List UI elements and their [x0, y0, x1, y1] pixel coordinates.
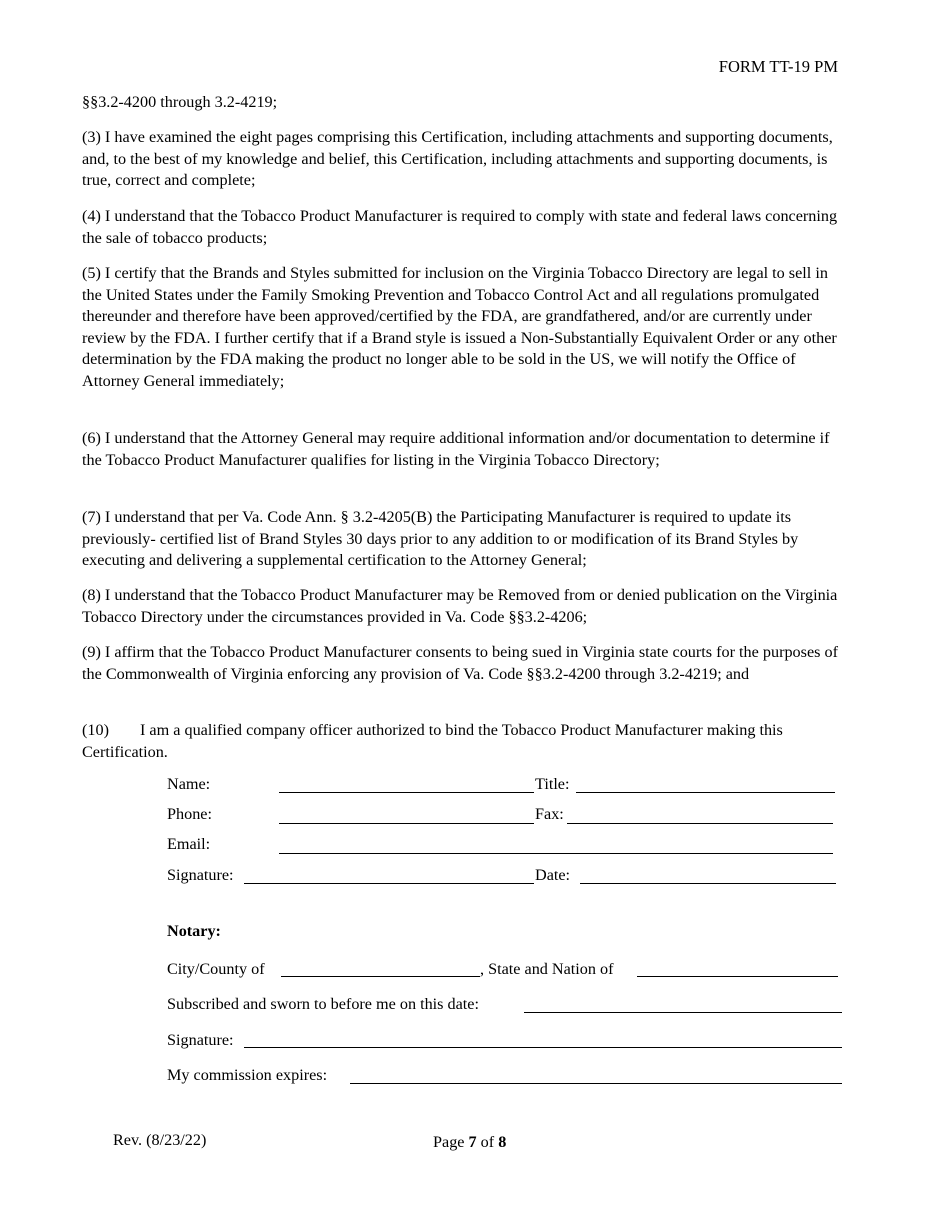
signature-label: Signature:: [167, 866, 234, 884]
commission-field[interactable]: [350, 1083, 842, 1084]
subscribed-label: Subscribed and sworn to before me on this date:: [167, 995, 479, 1013]
page-current: 7: [468, 1133, 477, 1151]
title-field[interactable]: [576, 792, 835, 793]
paragraph-10-text: I am a qualified company officer authorized to bind the Tobacco Product Manufacturer making this Certification.: [82, 721, 783, 761]
phone-field[interactable]: [279, 823, 534, 824]
paragraph-3: (3) I have examined the eight pages comprising this Certification, including attachments and supporting documents, and, to the best of my knowledge and belief, this Certification, including attachments and supporting documents, is true, correct and complete;: [82, 128, 833, 189]
paragraph-5: (5) I certify that the Brands and Styles submitted for inclusion on the Virginia Tobacco Directory are legal to sell in the United States under the Family Smoking Prevention and Tobacco Control Act and all regulations promulgated thereunder and therefore have been approved/certified by the FDA, are grandfathered, and/or are currently under review by the FDA. I further certify that if a Brand style is issued a Non-Substantially Equivalent Order or any other determination by the FDA making the product no longer able to be sold in the US, we will notify the Office of Attorney General immediately;: [82, 264, 837, 390]
date-label: Date:: [535, 866, 571, 884]
email-field[interactable]: [279, 853, 833, 854]
paragraph-4: (4) I understand that the Tobacco Product Manufacturer is required to comply with state and federal laws concerning the sale of tobacco products;: [82, 207, 838, 247]
paragraph-6: (6) I understand that the Attorney General may require additional information and/or documentation to determine if the Tobacco Product Manufacturer qualifies for listing in the Virginia Tobacco Directory;: [82, 429, 830, 469]
phone-label: Phone:: [167, 805, 212, 823]
title-label: Title:: [535, 775, 570, 793]
state-nation-field[interactable]: [637, 976, 838, 977]
name-field[interactable]: [279, 792, 534, 793]
page-prefix: Page: [433, 1133, 465, 1151]
paragraph-10: [82, 720, 842, 763]
revision-date: Rev. (8/23/22): [113, 1131, 207, 1149]
subscribed-date-field[interactable]: [524, 1012, 842, 1013]
paragraph-8: (8) I understand that the Tobacco Product Manufacturer may be Removed from or denied publication on the Virginia Tobacco Directory under the circumstances provided in Va. Code §§3.2-4206;: [82, 586, 838, 626]
fax-label: Fax:: [535, 805, 564, 823]
notary-signature-label: Signature:: [167, 1031, 234, 1049]
paragraph-10-number: (10): [82, 721, 109, 739]
fax-field[interactable]: [567, 823, 833, 824]
notary-signature-field[interactable]: [244, 1047, 842, 1048]
city-county-field[interactable]: [281, 976, 480, 977]
page-of: of: [480, 1133, 495, 1151]
page-total: 8: [498, 1133, 507, 1151]
paragraph-statute-ref: §§3.2-4200 through 3.2-4219;: [82, 93, 278, 111]
notary-heading: Notary:: [167, 922, 221, 940]
name-label: Name:: [167, 775, 211, 793]
state-nation-label: , State and Nation of: [480, 960, 614, 978]
page-number: [433, 1133, 506, 1152]
city-county-label: City/County of: [167, 960, 265, 978]
paragraph-7: (7) I understand that per Va. Code Ann. § 3.2-4205(B) the Participating Manufacturer is required to update its previously- certified list of Brand Styles 30 days prior to any addition to or modification of its Brand Styles by executing and delivering a supplemental certification to the Attorney General;: [82, 508, 799, 569]
signature-field[interactable]: [244, 883, 534, 884]
commission-label: My commission expires:: [167, 1066, 328, 1084]
email-label: Email:: [167, 835, 211, 853]
paragraph-9: (9) I affirm that the Tobacco Product Manufacturer consents to being sued in Virginia state courts for the purposes of the Commonwealth of Virginia enforcing any provision of Va. Code §§3.2-4200 through 3.2-4219; and: [82, 643, 838, 683]
date-field[interactable]: [580, 883, 836, 884]
form-id: FORM TT-19 PM: [718, 57, 838, 76]
